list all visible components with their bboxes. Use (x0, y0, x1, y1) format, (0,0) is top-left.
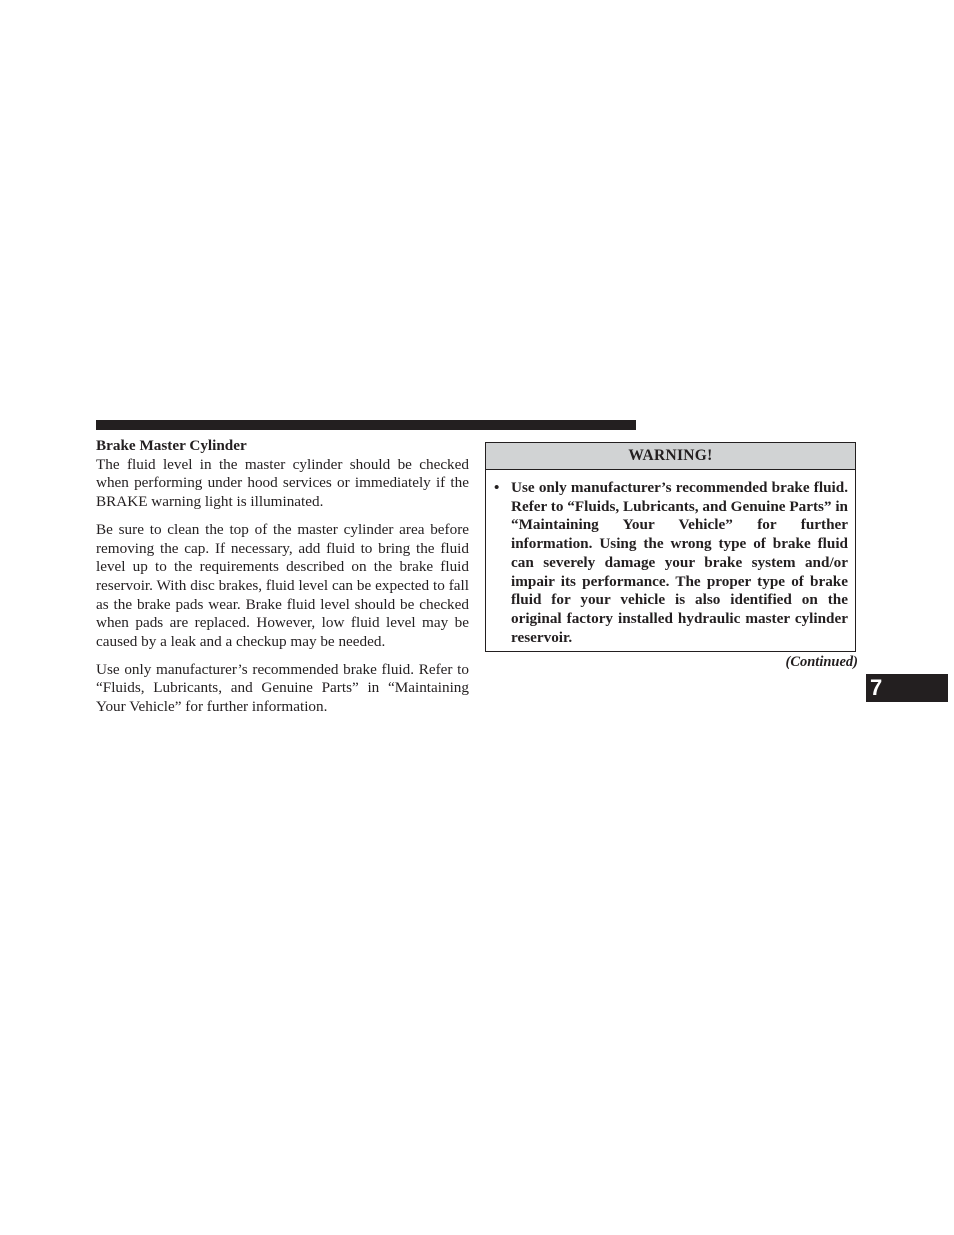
chapter-tab: 7 (866, 674, 948, 702)
paragraph-fluid-level-check: The fluid level in the master cylinder should be checked when performing under hood services or immediately if the BRAKE warning light is illuminated. (96, 455, 469, 511)
bullet-icon: • (494, 479, 500, 496)
continued-label: (Continued) (785, 654, 858, 670)
section-divider-bar (96, 420, 636, 430)
paragraph-clean-cylinder: Be sure to clean the top of the master cylinder area before removing the cap. If necessary, add fluid to bring the fluid level up to the requirements described on the brake fluid reservoir. With disc brakes, fluid level can be expected to fall as the brake pads wear. Brake fluid level should be checked when pads are replaced. However, low fluid level may be caused by a leak and a checkup may be needed. (96, 520, 469, 651)
brake-master-cylinder-section (96, 437, 469, 726)
warning-box (485, 442, 856, 652)
warning-title: WARNING! (486, 443, 855, 470)
section-heading: Brake Master Cylinder (96, 437, 247, 454)
paragraph-recommended-fluid: Use only manufacturer’s recommended brake fluid. Refer to “Fluids, Lubricants, and Genuine Parts” in “Maintaining Your Vehicle” for further information. (96, 660, 469, 716)
warning-item (486, 470, 855, 647)
warning-text: Use only manufacturer’s recommended brake fluid. Refer to “Fluids, Lubricants, and Genuine Parts” in “Maintaining Your Vehicle” for further information. Using the wrong type of brake fluid can severely damage your brake system and/or impair its performance. The proper type of brake fluid for your vehicle is also identified on the original factory installed hydraulic master cylinder reservoir. (511, 479, 848, 646)
